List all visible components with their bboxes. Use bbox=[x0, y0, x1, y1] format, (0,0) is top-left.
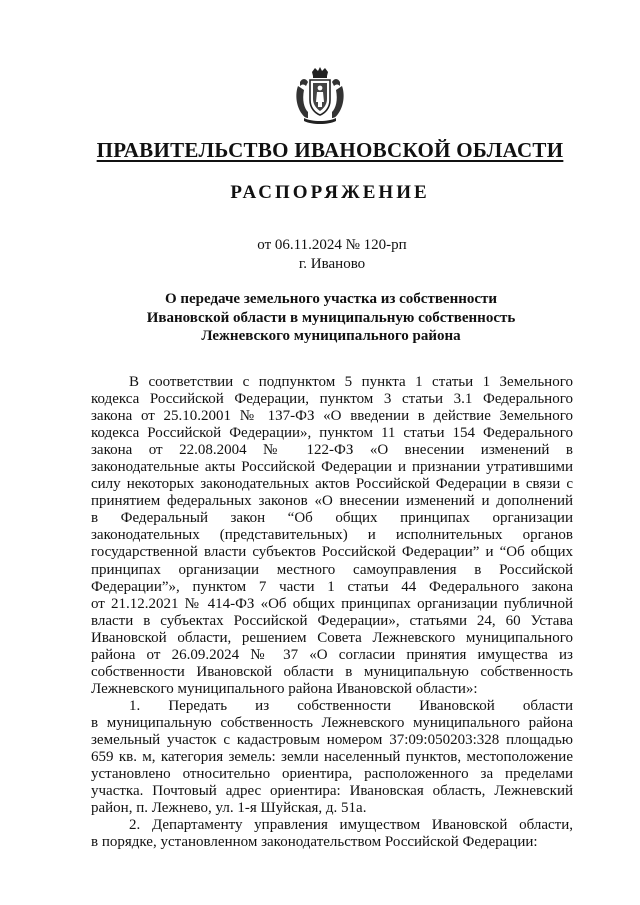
body-line: от 21.12.2021 № 414-ФЗ «Об общих принципах организации публичной bbox=[91, 595, 573, 612]
body-line: участка. Почтовый адрес ориентира: Ивановская область, Лежневский bbox=[91, 783, 573, 800]
body-line: принципах организации местного самоуправления в Российской bbox=[91, 561, 573, 578]
body-line: Ивановской области, решением Совета Лежневского муниципального bbox=[91, 629, 573, 646]
body-line: закона от 22.08.2004 № 122-ФЗ «О внесении изменений в bbox=[91, 442, 573, 459]
body-line: принятием федеральных законов «О внесении изменений и дополнений bbox=[91, 493, 573, 510]
body-line: установлено относительно ориентира, расположенного за пределами bbox=[91, 766, 573, 783]
document-body bbox=[91, 374, 573, 851]
body-line: собственности Ивановской области в муниципальную собственность bbox=[91, 663, 573, 680]
body-line: района от 26.09.2024 № 37 «О согласии принятия имущества из bbox=[91, 646, 573, 663]
body-line: 1. Передать из собственности Ивановской области bbox=[129, 697, 573, 714]
document-city: г. Иваново bbox=[298, 256, 366, 272]
subject-line: Лежневского муниципального района bbox=[201, 328, 461, 344]
ivanovo-coat-of-arms-icon bbox=[292, 66, 348, 126]
body-line: в муниципальную собственность Лежневского муниципального района bbox=[91, 714, 573, 731]
document-date-number: от 06.11.2024 № 120-рп bbox=[257, 237, 407, 253]
body-line: законодательных (представительных) и исполнительных органов bbox=[91, 527, 573, 544]
body-line: в порядке, установленном законодательством Российской Федерации: bbox=[91, 834, 538, 851]
body-line: силу некоторых законодательных актов Российской Федерации в связи с bbox=[91, 476, 573, 493]
government-title: ПРАВИТЕЛЬСТВО ИВАНОВСКОЙ ОБЛАСТИ bbox=[96, 138, 564, 162]
subject-line: О передаче земельного участка из собственности bbox=[164, 291, 498, 307]
subject-line: Ивановской области в муниципальную собственность bbox=[146, 309, 516, 326]
body-line: в Федеральный закон “Об общих принципах организации bbox=[91, 510, 573, 527]
body-line: государственной власти субъектов Российской Федерации” и “Об общих bbox=[91, 544, 573, 561]
body-line: район, п. Лежнево, ул. 1-я Шуйская, д. 51а. bbox=[91, 800, 367, 817]
document-type: РАСПОРЯЖЕНИЕ bbox=[230, 182, 430, 203]
body-line: земельный участок с кадастровым номером 37:09:050203:328 площадью bbox=[91, 731, 573, 748]
body-line: Федерации”», пунктом 7 части 1 статьи 44 Федерального закона bbox=[91, 578, 573, 595]
body-line: Лежневского муниципального района Ивановской области»: bbox=[91, 680, 478, 697]
body-line: 659 кв. м, категория земель: земли населенный пунктов, местоположение bbox=[91, 749, 573, 766]
body-line: 2. Департаменту управления имуществом Ивановской области, bbox=[129, 817, 573, 834]
body-line: законодательные акты Российской Федерации и признании утратившими bbox=[91, 459, 573, 476]
body-line: власти в субъектах Российской Федерации», статьями 24, 60 Устава bbox=[91, 612, 573, 629]
body-line: кодекса Российской Федерации», пунктом 11 статьи 154 Федерального bbox=[91, 425, 573, 442]
body-line: В соответствии с подпунктом 5 пункта 1 статьи 1 Земельного bbox=[129, 374, 573, 390]
body-line: кодекса Российской Федерации, пунктом 3 статьи 3.1 Федерального bbox=[91, 391, 573, 408]
body-line: закона от 25.10.2001 № 137-ФЗ «О введении в действие Земельного bbox=[91, 408, 573, 425]
document-subject bbox=[0, 290, 640, 346]
